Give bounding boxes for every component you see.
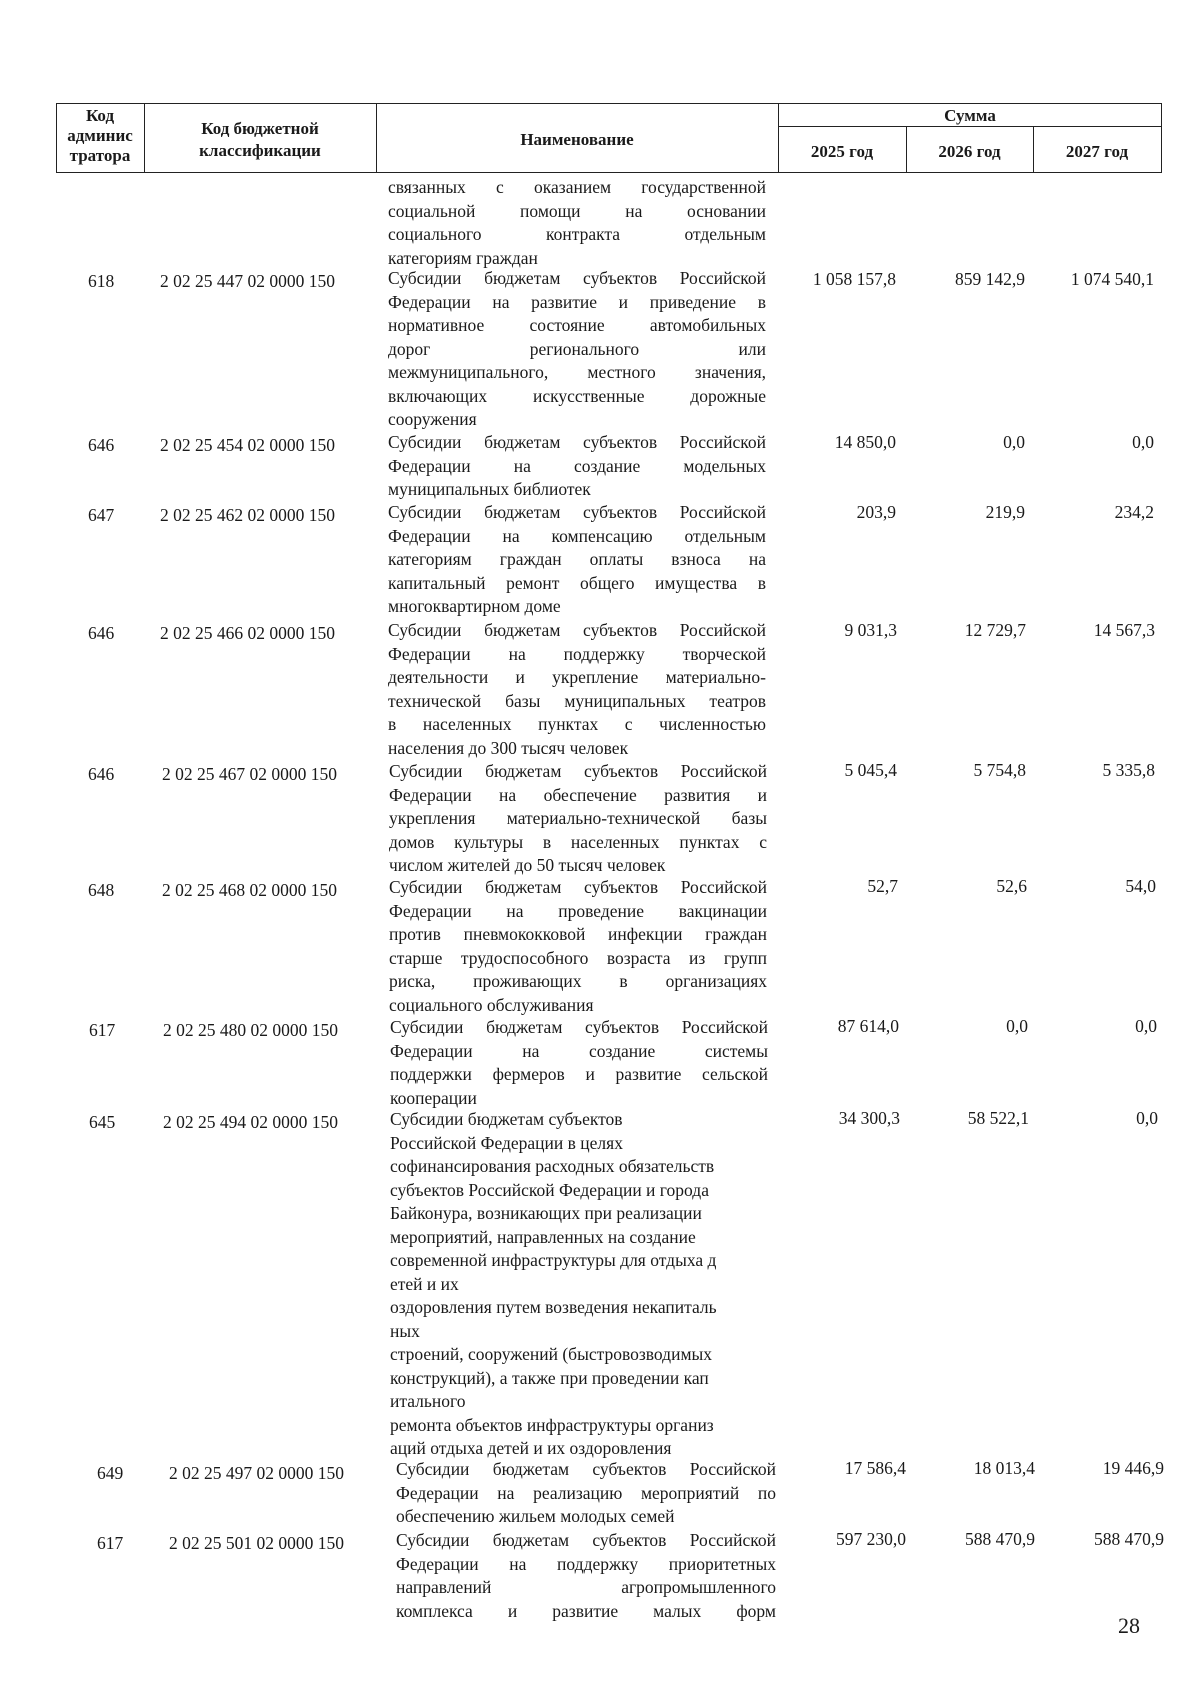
value-2026: 0,0 xyxy=(1003,432,1025,452)
value-2027: 54,0 xyxy=(1125,876,1156,896)
text-line: Субсидии бюджетам субъектов Российской xyxy=(388,502,766,522)
row-description xyxy=(389,760,767,878)
text-line: строений, сооружений (быстровозводимых xyxy=(390,1344,713,1364)
text-line: современной инфраструктуры для отдыха д xyxy=(390,1250,717,1270)
value-2025: 52,7 xyxy=(867,876,898,896)
row-description xyxy=(388,267,766,432)
budget-code: 2 02 25 447 02 0000 150 xyxy=(160,271,335,291)
value-2025: 5 045,4 xyxy=(844,760,897,780)
row-description xyxy=(388,619,766,760)
admin-code: 617 xyxy=(89,1020,116,1040)
text-line: кооперации xyxy=(390,1087,477,1108)
admin-code: 648 xyxy=(88,880,115,900)
text-line: Субсидии бюджетам субъектов xyxy=(390,1109,623,1129)
text-line: укрепления материально-технической базы xyxy=(389,808,767,828)
text-line: социального обслуживания xyxy=(389,994,594,1015)
text-line: Федерации на проведение вакцинации xyxy=(389,900,767,921)
text-line: Федерации на поддержку приоритетных xyxy=(396,1553,776,1574)
text-line: поддержки фермеров и развитие сельской xyxy=(390,1064,768,1084)
text-line: оздоровления путем возведения некапиталь xyxy=(390,1297,717,1317)
text-line: Субсидии бюджетам субъектов Российской xyxy=(389,877,767,897)
admin-code: 647 xyxy=(88,505,115,525)
row-description xyxy=(390,1016,768,1110)
value-2025: 87 614,0 xyxy=(837,1016,899,1036)
text-line: мероприятий, направленных на создание xyxy=(390,1226,696,1247)
row-description xyxy=(396,1458,776,1529)
text-line: сооружения xyxy=(388,409,477,429)
admin-code: 646 xyxy=(88,623,115,643)
value-2027: 0,0 xyxy=(1135,1016,1157,1036)
value-2027: 588 470,9 xyxy=(1094,1529,1164,1549)
value-2025: 203,9 xyxy=(856,502,896,522)
header-name: Наименование xyxy=(520,130,634,149)
text-line: ремонта объектов инфраструктуры организ xyxy=(390,1414,714,1435)
budget-code: 2 02 25 454 02 0000 150 xyxy=(160,435,335,455)
header-top-border xyxy=(56,103,1162,104)
header-budget-code: Код бюджетной классификации xyxy=(199,119,321,160)
budget-code: 2 02 25 494 02 0000 150 xyxy=(163,1112,338,1132)
text-line: итального xyxy=(390,1391,466,1411)
value-2027: 1 074 540,1 xyxy=(1070,269,1154,289)
budget-code: 2 02 25 480 02 0000 150 xyxy=(163,1020,338,1040)
value-2025: 17 586,4 xyxy=(844,1458,906,1478)
value-2027: 0,0 xyxy=(1136,1108,1158,1128)
text-line: етей и их xyxy=(390,1273,459,1294)
text-line: дорог регионального или xyxy=(388,338,766,359)
text-line: межмуниципального, местного значения, xyxy=(388,362,766,382)
sum-divider xyxy=(778,126,1162,127)
text-line: деятельности и укрепление материально- xyxy=(388,667,766,687)
value-2025: 1 058 157,8 xyxy=(812,269,896,289)
admin-code: 646 xyxy=(88,435,115,455)
admin-code: 617 xyxy=(97,1533,124,1553)
header-year-2027: 2027 год xyxy=(1065,142,1129,161)
text-line: нормативное состояние автомобильных xyxy=(388,315,766,335)
value-2027: 19 446,9 xyxy=(1102,1458,1164,1478)
text-line: населения до 300 тысяч человек xyxy=(388,737,629,758)
value-2026: 0,0 xyxy=(1006,1016,1028,1036)
text-line: Федерации на создание модельных xyxy=(388,455,766,476)
text-line: Субсидии бюджетам субъектов Российской xyxy=(388,620,766,640)
value-2025: 34 300,3 xyxy=(838,1108,900,1128)
value-2026: 588 470,9 xyxy=(965,1529,1035,1549)
text-line: технической базы муниципальных театров xyxy=(388,690,766,711)
value-2026: 18 013,4 xyxy=(973,1458,1035,1478)
text-line: Федерации на реализацию мероприятий по xyxy=(396,1482,776,1503)
text-line: Федерации на развитие и приведение в xyxy=(388,291,766,312)
value-2026: 52,6 xyxy=(996,876,1027,896)
value-2026: 859 142,9 xyxy=(955,269,1025,289)
header-year-2025: 2025 год xyxy=(810,142,874,161)
value-2027: 14 567,3 xyxy=(1093,620,1155,640)
text-line: ных xyxy=(390,1320,420,1341)
row-description xyxy=(389,876,767,1017)
text-line: социального контракта отдельным xyxy=(388,224,766,244)
text-line: Субсидии бюджетам субъектов Российской xyxy=(389,761,767,781)
value-2027: 234,2 xyxy=(1114,502,1154,522)
text-line: категориям граждан оплаты взноса на xyxy=(388,549,766,569)
text-line: Федерации на компенсацию отдельным xyxy=(388,525,766,546)
text-line: Федерации на создание системы xyxy=(390,1040,768,1061)
text-line: аций отдыха детей и их оздоровления xyxy=(390,1438,672,1458)
admin-code: 646 xyxy=(88,764,115,784)
value-2025: 597 230,0 xyxy=(836,1529,906,1549)
text-line: категориям граждан xyxy=(388,247,538,268)
admin-code: 649 xyxy=(97,1463,124,1483)
budget-code: 2 02 25 462 02 0000 150 xyxy=(160,505,335,525)
text-line: Федерации на поддержку творческой xyxy=(388,643,766,664)
text-line: включающих искусственные дорожные xyxy=(388,385,766,406)
text-line: направлений агропромышленного xyxy=(396,1577,776,1597)
admin-code: 618 xyxy=(88,271,115,291)
page-number: 28 xyxy=(1118,1613,1140,1638)
text-line: муниципальных библиотек xyxy=(388,479,591,499)
text-line: многоквартирном доме xyxy=(388,596,561,616)
text-line: Субсидии бюджетам субъектов Российской xyxy=(388,268,766,288)
header-admin-code: Код админис тратора xyxy=(67,106,133,165)
budget-code: 2 02 25 501 02 0000 150 xyxy=(169,1533,344,1553)
header-year-2026: 2026 год xyxy=(938,142,1001,161)
text-line: связанных с оказанием государственной xyxy=(388,177,766,197)
budget-code: 2 02 25 466 02 0000 150 xyxy=(160,623,335,643)
text-line: софинансирования расходных обязательств xyxy=(390,1156,715,1176)
text-line: старше трудоспособного возраста из групп xyxy=(389,947,767,968)
text-line: Байконура, возникающих при реализации xyxy=(390,1203,702,1223)
budget-code: 2 02 25 497 02 0000 150 xyxy=(169,1463,344,1483)
row-description xyxy=(388,501,766,619)
value-2026: 5 754,8 xyxy=(973,760,1026,780)
text-line: Федерации на обеспечение развития и xyxy=(389,784,767,805)
admin-code: 645 xyxy=(89,1112,116,1132)
text-line: социальной помощи на основании xyxy=(388,200,766,221)
text-line: Субсидии бюджетам субъектов Российской xyxy=(388,432,766,452)
header-sum: Сумма xyxy=(944,106,996,125)
text-line: Субсидии бюджетам субъектов Российской xyxy=(396,1459,776,1479)
value-2027: 5 335,8 xyxy=(1102,760,1155,780)
continuation-text xyxy=(388,176,766,270)
text-line: против пневмококковой инфекции граждан xyxy=(389,924,767,944)
text-line: конструкций), а также при проведении кап xyxy=(390,1367,709,1388)
text-line: субъектов Российской Федерации и города xyxy=(390,1179,709,1200)
row-description xyxy=(388,431,766,502)
text-line: в населенных пунктах с численностью xyxy=(388,714,766,734)
text-line: капитальный ремонт общего имущества в xyxy=(388,572,766,593)
header-bottom-border xyxy=(56,172,1162,173)
text-line: Субсидии бюджетам субъектов Российской xyxy=(396,1530,776,1550)
text-line: комплекса и развитие малых форм xyxy=(396,1600,776,1621)
value-2027: 0,0 xyxy=(1132,432,1154,452)
value-2026: 219,9 xyxy=(985,502,1025,522)
value-2026: 12 729,7 xyxy=(964,620,1026,640)
text-line: риска, проживающих в организациях xyxy=(389,971,767,991)
text-line: Российской Федерации в целях xyxy=(390,1132,623,1153)
row-description xyxy=(396,1529,776,1623)
value-2026: 58 522,1 xyxy=(967,1108,1029,1128)
row-description xyxy=(390,1108,770,1461)
text-line: домов культуры в населенных пунктах с xyxy=(389,831,767,852)
text-line: Субсидии бюджетам субъектов Российской xyxy=(390,1017,768,1037)
text-line: числом жителей до 50 тысяч человек xyxy=(389,855,666,875)
text-line: обеспечению жильем молодых семей xyxy=(396,1506,675,1526)
value-2025: 9 031,3 xyxy=(844,620,897,640)
value-2025: 14 850,0 xyxy=(834,432,896,452)
budget-code: 2 02 25 467 02 0000 150 xyxy=(162,764,337,784)
budget-code: 2 02 25 468 02 0000 150 xyxy=(162,880,337,900)
